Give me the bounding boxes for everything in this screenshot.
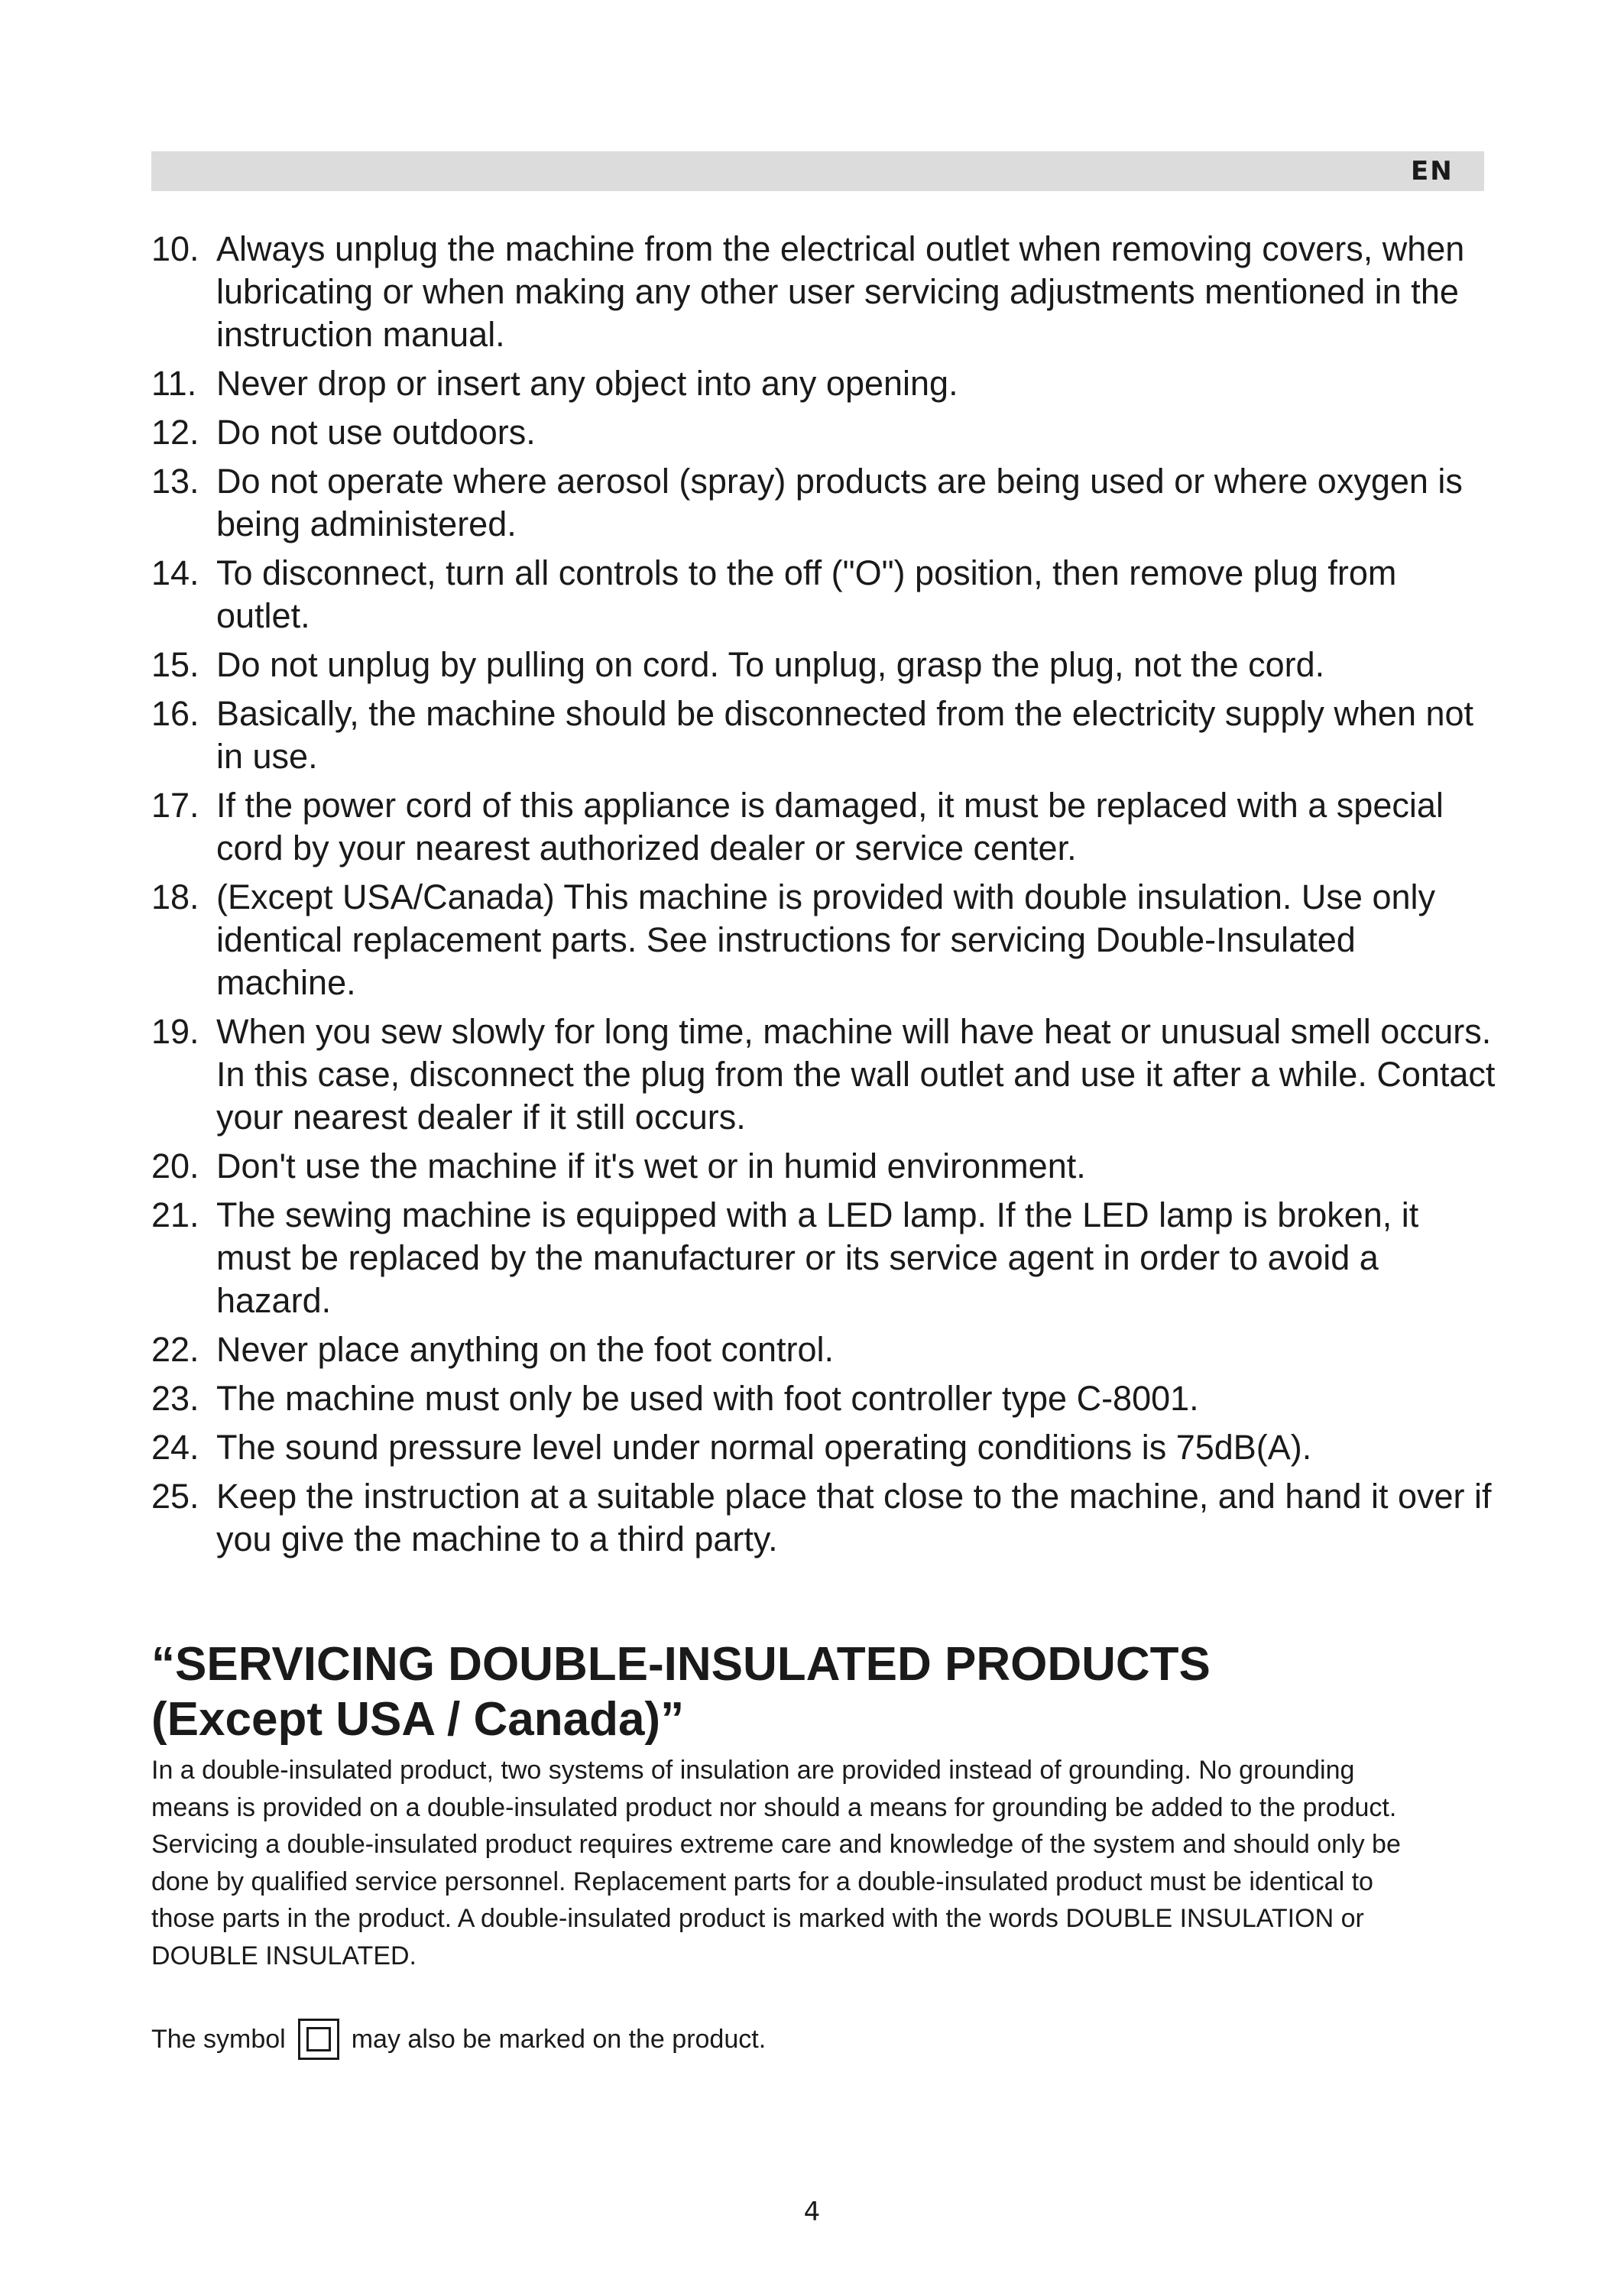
item-text: Do not operate where aerosol (spray) products are being used or where oxygen is being administered. bbox=[216, 462, 1463, 543]
list-item bbox=[151, 1194, 1496, 1322]
section-title-line1: “SERVICING DOUBLE-INSULATED PRODUCTS bbox=[151, 1638, 1211, 1691]
list-item bbox=[151, 876, 1496, 1004]
item-text: Never place anything on the foot control. bbox=[216, 1330, 835, 1369]
item-text: The sewing machine is equipped with a LED lamp. If the LED lamp is broken, it must be replaced by the manufacturer or its service agent in order to avoid a hazard. bbox=[216, 1195, 1419, 1320]
item-text: The machine must only be used with foot controller type C-8001. bbox=[216, 1379, 1199, 1418]
list-item bbox=[151, 1145, 1496, 1188]
item-text: (Except USA/Canada) This machine is provided with double insulation. Use only identical replacement parts. See instructions for servicing Double-Insulated machine. bbox=[216, 877, 1435, 1002]
list-item bbox=[151, 1328, 1496, 1371]
item-number: 12. bbox=[151, 413, 199, 452]
item-text: Basically, the machine should be disconnected from the electricity supply when not in use. bbox=[216, 694, 1474, 776]
item-number: 22. bbox=[151, 1330, 199, 1369]
item-number: 20. bbox=[151, 1146, 199, 1185]
symbol-note-after: may also be marked on the product. bbox=[351, 2025, 767, 2054]
item-number: 21. bbox=[151, 1195, 199, 1234]
safety-instructions-list bbox=[151, 228, 1496, 1567]
symbol-note-before: The symbol bbox=[151, 2025, 286, 2054]
item-text: Keep the instruction at a suitable place that close to the machine, and hand it over if you give the machine to a third party. bbox=[216, 1477, 1492, 1558]
item-number: 11. bbox=[151, 364, 197, 403]
item-number: 18. bbox=[151, 877, 199, 916]
list-item bbox=[151, 644, 1496, 686]
item-text: When you sew slowly for long time, machine will have heat or unusual smell occurs. In this case, disconnect the plug from the wall outlet and use it after a while. Contact your nearest dealer if it still occurs. bbox=[216, 1012, 1496, 1137]
servicing-section bbox=[151, 1637, 1496, 2060]
list-item bbox=[151, 692, 1496, 778]
item-number: 14. bbox=[151, 553, 199, 592]
item-number: 25. bbox=[151, 1477, 199, 1516]
item-text: Always unplug the machine from the electrical outlet when removing covers, when lubricating or when making any other user servicing adjustments mentioned in the instruction manual. bbox=[216, 229, 1465, 354]
item-number: 16. bbox=[151, 694, 199, 733]
list-item bbox=[151, 1010, 1496, 1139]
section-title-line2: (Except USA / Canada)” bbox=[151, 1693, 685, 1746]
item-text: If the power cord of this appliance is damaged, it must be replaced with a special cord by your nearest authorized dealer or service center. bbox=[216, 786, 1444, 868]
item-number: 15. bbox=[151, 645, 199, 684]
page-number: 4 bbox=[803, 2197, 821, 2227]
list-item bbox=[151, 784, 1496, 870]
list-item bbox=[151, 362, 1496, 405]
list-item bbox=[151, 552, 1496, 637]
section-title bbox=[151, 1637, 1496, 1747]
item-text: The sound pressure level under normal operating conditions is 75dB(A). bbox=[216, 1428, 1312, 1467]
language-code: EN bbox=[1411, 156, 1454, 186]
item-number: 13. bbox=[151, 462, 199, 501]
list-item bbox=[151, 228, 1496, 356]
list-item bbox=[151, 411, 1496, 454]
item-text: Do not unplug by pulling on cord. To unplug, grasp the plug, not the cord. bbox=[216, 645, 1325, 684]
section-body: In a double-insulated product, two systems of insulation are provided instead of grounding. No grounding means is provided on a double-insulated product nor should a means for grounding be added to the product. Servicing a double-insulated product requires extreme care and knowledge of the system and should only be done by qualified service personnel. Replacement parts for a double-insulated product must be identical to those parts in the product. A double-insulated product is marked with the words DOUBLE INSULATION or DOUBLE INSULATED. bbox=[151, 1756, 1401, 1970]
item-text: Never drop or insert any object into any opening. bbox=[216, 364, 958, 403]
list-item bbox=[151, 1377, 1496, 1420]
double-insulation-icon bbox=[298, 2019, 339, 2060]
item-number: 23. bbox=[151, 1379, 199, 1418]
item-number: 19. bbox=[151, 1012, 199, 1051]
item-number: 24. bbox=[151, 1428, 199, 1467]
list-item bbox=[151, 460, 1496, 546]
language-header-bar bbox=[151, 151, 1484, 191]
item-number: 10. bbox=[151, 229, 199, 268]
item-number: 17. bbox=[151, 786, 199, 825]
list-item bbox=[151, 1475, 1496, 1561]
list-item bbox=[151, 1426, 1496, 1469]
item-text: Do not use outdoors. bbox=[216, 413, 536, 452]
item-text: To disconnect, turn all controls to the off ("O") position, then remove plug from outlet. bbox=[216, 553, 1397, 635]
item-text: Don't use the machine if it's wet or in humid environment. bbox=[216, 1146, 1086, 1185]
symbol-note bbox=[151, 2019, 1496, 2060]
